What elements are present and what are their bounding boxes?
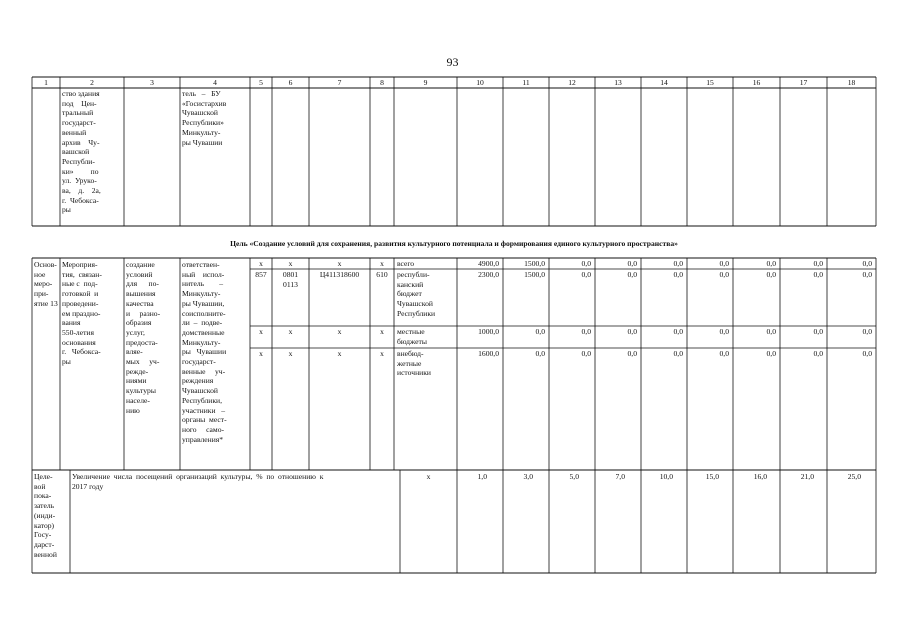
value-cell: 5,0 <box>569 472 579 481</box>
code-cell: x <box>259 327 263 336</box>
header-cell: 11 <box>522 78 530 87</box>
value-cell: 15,0 <box>705 472 719 481</box>
code-cell: x <box>288 349 293 358</box>
header-cell: 12 <box>568 78 576 87</box>
value-cell: 21,0 <box>800 472 814 481</box>
value-cell: 4900,0 <box>478 259 499 268</box>
header-cell: 1 <box>44 78 48 87</box>
header-cell: 17 <box>799 78 808 87</box>
value-cell: 0,0 <box>673 270 683 279</box>
value-cell: 0,0 <box>581 349 591 358</box>
code-cell: x <box>337 259 342 268</box>
header-cell: 7 <box>337 78 342 87</box>
value-cell: 0,0 <box>766 349 776 358</box>
indicator-text: Увеличение числа посещений организаций культуры, % по отношению к 2017 году <box>72 472 324 491</box>
value-cell: 0,0 <box>719 327 729 336</box>
code-cell: x <box>380 349 384 358</box>
code-cell: x <box>337 327 342 336</box>
value-cell: 0,0 <box>673 259 683 268</box>
value-cell: 0,0 <box>862 270 872 279</box>
value-cell: 0,0 <box>719 259 729 268</box>
code-cell: x <box>380 259 384 268</box>
continuation-executor-text: тель – БУ «Госистархив Чувашской Республики» Минкульту- ры Чувашии <box>182 89 227 147</box>
value-cell: 10,0 <box>659 472 673 481</box>
continuation-object-text: ство здания под Цен- тральный государст- венный архив Чу- вашской Республи- ки» по ул. Уруко- ва, д. 2а, г. Чебокса- ры <box>62 89 101 215</box>
value-cell: 0,0 <box>766 327 776 336</box>
value-cell: 0,0 <box>627 259 637 268</box>
indicator-label: Целе- вой пока- затель (инди- катор) Госу- дарст- венной <box>34 472 57 559</box>
code-cell: x <box>337 349 342 358</box>
value-cell: 0,0 <box>581 327 591 336</box>
code-cell: 610 <box>376 270 388 279</box>
code-cell: x <box>259 349 263 358</box>
value-cell: 0,0 <box>813 327 823 336</box>
event-description: Мероприя- тия, связан- ные с под- готовкой и проведени- ем праздно- вания 550-летия основания г. Чебокса- ры <box>62 260 102 367</box>
header-cell: 18 <box>847 78 856 87</box>
code-cell: x <box>259 259 263 268</box>
value-cell: 0,0 <box>627 327 637 336</box>
value-cell: 0,0 <box>862 327 872 336</box>
value-cell: 1000,0 <box>478 327 499 336</box>
value-cell: 0,0 <box>719 349 729 358</box>
page-number: 93 <box>446 55 459 69</box>
value-cell: 0,0 <box>535 349 545 358</box>
header-cell: 10 <box>476 78 484 87</box>
header-cell: 6 <box>288 78 293 87</box>
value-cell: 1,0 <box>477 472 487 481</box>
value-cell: 0,0 <box>581 259 591 268</box>
value-cell: 0,0 <box>862 259 872 268</box>
header-cell: 14 <box>660 78 668 87</box>
funding-source: республи- канский бюджет Чувашской Республики <box>397 270 436 318</box>
value-cell: 0,0 <box>627 270 637 279</box>
code-cell: 857 <box>255 270 267 279</box>
value-cell: 16,0 <box>753 472 767 481</box>
header-cell: 15 <box>706 78 714 87</box>
header-cell: 4 <box>213 78 217 87</box>
funding-source: всего <box>397 259 415 268</box>
code-cell: 0801 0113 <box>282 270 299 289</box>
code-cell: x <box>380 327 384 336</box>
code-cell: x <box>288 327 293 336</box>
header-cell: 13 <box>614 78 622 87</box>
code-cell: x <box>288 259 293 268</box>
value-cell: 7,0 <box>615 472 625 481</box>
header-cell: 3 <box>150 78 154 87</box>
value-cell: 3,0 <box>523 472 533 481</box>
header-cell: 5 <box>259 78 263 87</box>
header-cell: 16 <box>752 78 761 87</box>
value-cell: 1600,0 <box>478 349 499 358</box>
indicator-mark: x <box>426 472 431 481</box>
header-cell: 9 <box>423 78 428 87</box>
funding-source: местные бюджеты <box>397 327 427 346</box>
value-cell: 0,0 <box>581 270 591 279</box>
value-cell: 2300,0 <box>478 270 499 279</box>
value-cell: 25,0 <box>847 472 861 481</box>
event-goal: создание условий для по- вышения качества и разно- образия услуг, предоста- вляе- мых уч- режде- ниями культуры населе- нию <box>126 260 161 415</box>
value-cell: 1500,0 <box>524 270 545 279</box>
header-cell: 8 <box>380 78 384 87</box>
event-executors: ответствен- ный испол- нитель – Минкульту- ры Чувашии, соисполните- ли – подве- домственные Минкульту- ры Чувашии государст- венные уч- реждения Чувашской Республики, участники – органы мест- ного само- управления* <box>182 260 227 444</box>
value-cell: 0,0 <box>813 349 823 358</box>
value-cell: 0,0 <box>627 349 637 358</box>
value-cell: 0,0 <box>813 270 823 279</box>
code-cell: Ц411318600 <box>319 270 360 279</box>
value-cell: 0,0 <box>719 270 729 279</box>
value-cell: 0,0 <box>813 259 823 268</box>
header-cell: 2 <box>90 78 94 87</box>
event-label: Основ- ное меро- при- ятие 13 <box>34 260 58 308</box>
value-cell: 0,0 <box>673 327 683 336</box>
value-cell: 0,0 <box>862 349 872 358</box>
value-cell: 0,0 <box>535 327 545 336</box>
value-cell: 1500,0 <box>524 259 545 268</box>
funding-source: внебюд- жетные источники <box>397 349 431 378</box>
goal-title: Цель «Создание условий для сохранения, развития культурного потенциала и формирования единого культурного пространства» <box>230 239 678 248</box>
value-cell: 0,0 <box>673 349 683 358</box>
value-cell: 0,0 <box>766 259 776 268</box>
value-cell: 0,0 <box>766 270 776 279</box>
